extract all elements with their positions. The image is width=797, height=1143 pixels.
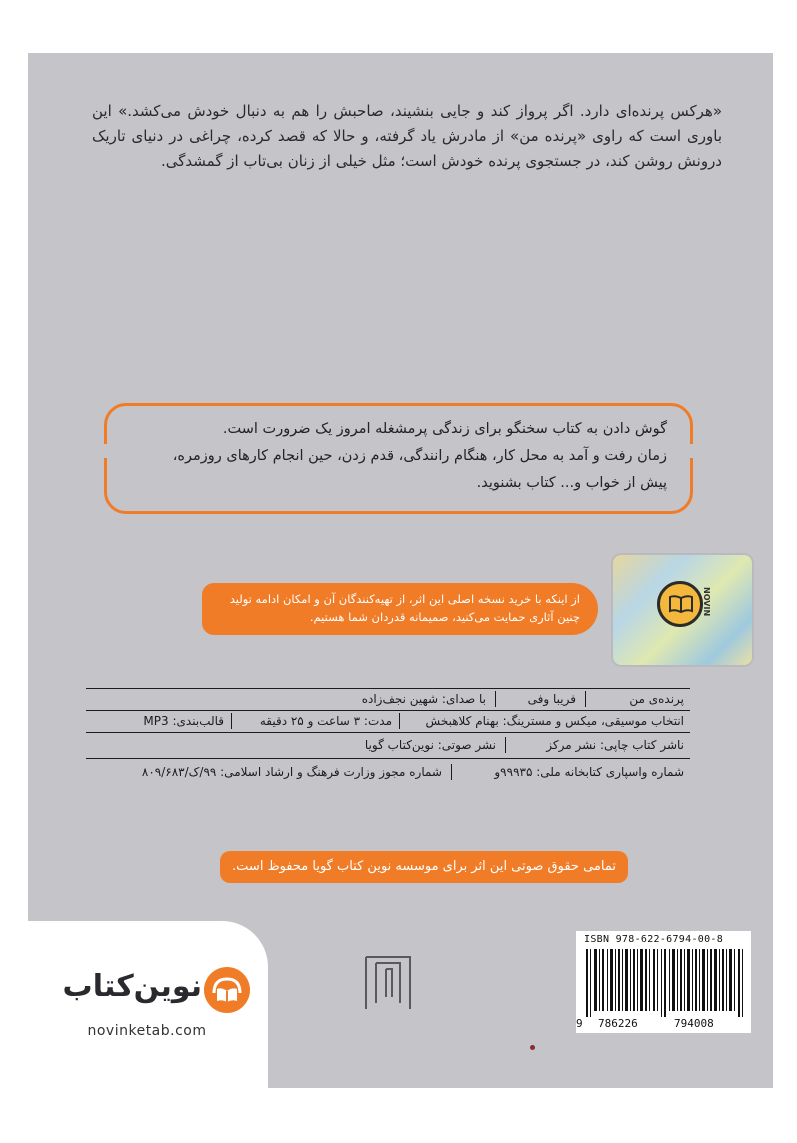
credit-print-publisher: ناشر کتاب چاپی: نشر مرکز <box>546 738 684 752</box>
separator <box>585 691 586 707</box>
hologram-label: NOVIN <box>702 587 711 617</box>
brand-panel <box>28 921 268 1088</box>
brand-logo-icon <box>204 967 250 1013</box>
support-banner <box>202 583 598 635</box>
isbn-barcode <box>576 931 751 1033</box>
book-blurb: «هرکس پرنده‌ای دارد. اگر پرواز کند و جایی بنشیند، صاحبش را هم به دنبال خودش می‌کشد.» این باوری است که راوی «پرنده من» از مادرش یاد گرفته، و حالا که قصد کرده، چراغی در دنیای تاریک درونش روشن کند، در جستجوی پرنده خودش است؛ مثل خیلی از زنان بی‌تاب از گمشدگی. <box>92 102 722 170</box>
brand-url: novinketab.com <box>87 1023 207 1039</box>
credit-music: انتخاب موسیقی، میکس و مسترینگ: بهنام کلاهبخش <box>425 714 684 728</box>
info-text <box>127 416 667 497</box>
headphone-book-icon <box>657 581 703 627</box>
info-line: زمان رفت و آمد به محل کار، هنگام رانندگی، قدم زدن، حین انجام کارهای روزمره، <box>172 448 667 464</box>
barcode-left-digits: 786226 <box>598 1017 638 1030</box>
book-icon <box>668 594 694 614</box>
separator <box>399 713 400 729</box>
separator <box>231 713 232 729</box>
credit-format: قالب‌بندی: MP3 <box>143 714 224 728</box>
support-text: از اینکه با خرید نسخه اصلی این اثر، از تهیه‌کنندگان آن و امکان ادامه تولید چنین آثاری حمایت می‌کنید، صمیمانه قدردان شما هستیم. <box>229 592 580 624</box>
hologram-sticker <box>611 553 754 667</box>
brand-name: نوین‌کتاب <box>62 969 202 1004</box>
divider <box>86 732 690 733</box>
barcode-bars <box>586 949 744 1017</box>
copyright-banner <box>220 851 628 883</box>
credit-audio-publisher: نشر صوتی: نوین‌کتاب گویا <box>364 738 496 752</box>
publisher-logo-icon <box>362 953 414 1013</box>
credit-narrator: با صدای: شهین نجف‌زاده <box>361 692 486 706</box>
credit-license: شماره مجوز وزارت فرهنگ و ارشاد اسلامی: ۹۹/ک/۸۰۹/۶۸۳ <box>141 765 442 779</box>
credits-row <box>86 688 690 710</box>
info-line: پیش از خواب و... کتاب بشنوید. <box>476 475 667 491</box>
credit-library-number: شماره واسپاری کتابخانه ملی: ۹۹۹۳۵و <box>494 765 684 779</box>
credits-row <box>86 710 690 732</box>
book-back-cover <box>28 53 773 1088</box>
isbn-number: ISBN 978-622-6794-00-8 <box>584 934 724 945</box>
audiobook-info-box <box>104 403 693 514</box>
copyright-text: تمامی حقوق صوتی این اثر برای موسسه نوین کتاب گویا محفوظ است. <box>232 859 616 874</box>
separator <box>505 737 506 753</box>
credits-row <box>86 734 690 756</box>
info-line: گوش دادن به کتاب سخنگو برای زندگی پرمشغله امروز یک ضرورت است. <box>222 421 667 437</box>
credits-row <box>86 761 690 783</box>
credit-title: پرنده‌ی من <box>629 692 684 706</box>
separator <box>451 764 452 780</box>
divider <box>86 758 690 759</box>
box-notch-right <box>684 444 698 458</box>
credit-author: فریبا وفی <box>527 692 576 706</box>
barcode-lead-digit: 9 <box>576 1017 583 1030</box>
barcode-right-digits: 794008 <box>674 1017 714 1030</box>
separator <box>495 691 496 707</box>
book-headphone-icon <box>204 967 250 1013</box>
print-dot <box>530 1045 535 1050</box>
credit-duration: مدت: ۳ ساعت و ۲۵ دقیقه <box>259 714 392 728</box>
box-notch-left <box>99 444 113 458</box>
